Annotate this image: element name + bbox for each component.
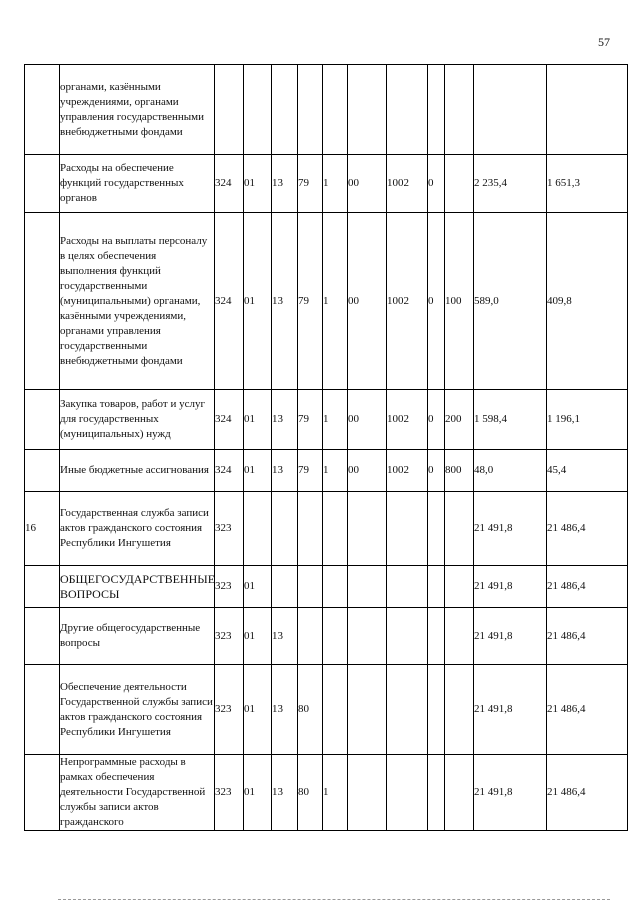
table-row xyxy=(25,450,628,492)
table-row xyxy=(25,755,628,831)
section-code: 01 xyxy=(244,608,272,665)
program-code xyxy=(298,608,323,665)
digit-code xyxy=(428,665,445,755)
subsection-code: 13 xyxy=(272,450,298,492)
group-code xyxy=(348,665,387,755)
subsection-code: 13 xyxy=(272,608,298,665)
ministry-code: 324 xyxy=(215,155,244,213)
ministry-code: 324 xyxy=(215,390,244,450)
table-row xyxy=(25,65,628,155)
expense-name: Государственная служба записи актов гражданского состояния Республики Ингушетия xyxy=(60,492,215,566)
expense-type-code xyxy=(445,65,474,155)
digit-code: 0 xyxy=(428,390,445,450)
subprogram-code xyxy=(323,566,348,608)
group-code xyxy=(348,566,387,608)
amount-planned: 21 491,8 xyxy=(474,492,547,566)
item-code: 1002 xyxy=(387,155,428,213)
subsection-code: 13 xyxy=(272,665,298,755)
program-code: 80 xyxy=(298,755,323,831)
item-code xyxy=(387,566,428,608)
program-code: 79 xyxy=(298,390,323,450)
digit-code xyxy=(428,755,445,831)
section-code xyxy=(244,492,272,566)
subsection-code: 13 xyxy=(272,213,298,390)
amount-executed: 1 196,1 xyxy=(547,390,628,450)
group-code: 00 xyxy=(348,450,387,492)
amount-planned: 48,0 xyxy=(474,450,547,492)
ministry-code: 323 xyxy=(215,755,244,831)
expense-name: Непрограммные расходы в рамках обеспечения деятельности Государственной службы записи актов гражданского xyxy=(60,755,215,831)
program-code: 80 xyxy=(298,665,323,755)
row-number xyxy=(25,390,60,450)
item-code xyxy=(387,492,428,566)
amount-planned: 1 598,4 xyxy=(474,390,547,450)
footer-divider xyxy=(58,899,610,900)
row-number xyxy=(25,65,60,155)
section-code: 01 xyxy=(244,390,272,450)
amount-planned: 21 491,8 xyxy=(474,755,547,831)
amount-executed: 1 651,3 xyxy=(547,155,628,213)
digit-code xyxy=(428,608,445,665)
item-code xyxy=(387,65,428,155)
section-code: 01 xyxy=(244,755,272,831)
expense-type-code xyxy=(445,155,474,213)
subsection-code xyxy=(272,566,298,608)
expense-type-code xyxy=(445,566,474,608)
table-row xyxy=(25,213,628,390)
row-number xyxy=(25,213,60,390)
subsection-code: 13 xyxy=(272,390,298,450)
subprogram-code: 1 xyxy=(323,390,348,450)
expense-name: органами, казёнными учреждениями, органами управления государственными внебюджетными фондами xyxy=(60,65,215,155)
expense-name: Расходы на обеспечение функций государственных органов xyxy=(60,155,215,213)
amount-executed: 45,4 xyxy=(547,450,628,492)
amount-executed: 409,8 xyxy=(547,213,628,390)
ministry-code: 323 xyxy=(215,492,244,566)
expense-type-code xyxy=(445,492,474,566)
group-code xyxy=(348,65,387,155)
table-row xyxy=(25,566,628,608)
section-code xyxy=(244,65,272,155)
subprogram-code: 1 xyxy=(323,155,348,213)
section-code: 01 xyxy=(244,213,272,390)
expense-name: Другие общегосударственные вопросы xyxy=(60,608,215,665)
expense-type-code: 100 xyxy=(445,213,474,390)
page-number: 57 xyxy=(598,35,610,49)
digit-code: 0 xyxy=(428,450,445,492)
amount-planned: 2 235,4 xyxy=(474,155,547,213)
expense-name: ОБЩЕГОСУДАРСТВЕННЫЕ ВОПРОСЫ xyxy=(60,566,215,608)
expense-type-code xyxy=(445,608,474,665)
amount-executed xyxy=(547,65,628,155)
subprogram-code: 1 xyxy=(323,450,348,492)
section-code: 01 xyxy=(244,665,272,755)
table-row xyxy=(25,492,628,566)
program-code: 79 xyxy=(298,213,323,390)
item-code: 1002 xyxy=(387,390,428,450)
expense-type-code xyxy=(445,755,474,831)
subsection-code: 13 xyxy=(272,155,298,213)
subprogram-code: 1 xyxy=(323,213,348,390)
amount-executed: 21 486,4 xyxy=(547,755,628,831)
program-code xyxy=(298,566,323,608)
item-code: 1002 xyxy=(387,213,428,390)
expense-name: Обеспечение деятельности Государственной службы записи актов гражданского состояния Республики Ингушетия xyxy=(60,665,215,755)
row-number xyxy=(25,755,60,831)
table-row xyxy=(25,608,628,665)
section-code: 01 xyxy=(244,566,272,608)
expense-type-code xyxy=(445,665,474,755)
row-number xyxy=(25,566,60,608)
amount-planned xyxy=(474,65,547,155)
item-code xyxy=(387,665,428,755)
subsection-code xyxy=(272,492,298,566)
table-row xyxy=(25,155,628,213)
amount-planned: 21 491,8 xyxy=(474,665,547,755)
amount-executed: 21 486,4 xyxy=(547,566,628,608)
expense-name: Закупка товаров, работ и услуг для государственных (муниципальных) нужд xyxy=(60,390,215,450)
group-code xyxy=(348,608,387,665)
digit-code xyxy=(428,566,445,608)
amount-planned: 21 491,8 xyxy=(474,566,547,608)
amount-executed: 21 486,4 xyxy=(547,492,628,566)
subprogram-code xyxy=(323,665,348,755)
group-code xyxy=(348,755,387,831)
ministry-code: 323 xyxy=(215,665,244,755)
amount-executed: 21 486,4 xyxy=(547,608,628,665)
amount-executed: 21 486,4 xyxy=(547,665,628,755)
row-number xyxy=(25,450,60,492)
section-code: 01 xyxy=(244,450,272,492)
group-code xyxy=(348,492,387,566)
digit-code: 0 xyxy=(428,155,445,213)
subprogram-code xyxy=(323,492,348,566)
ministry-code: 324 xyxy=(215,213,244,390)
digit-code xyxy=(428,492,445,566)
amount-planned: 21 491,8 xyxy=(474,608,547,665)
row-number: 16 xyxy=(25,492,60,566)
row-number xyxy=(25,155,60,213)
digit-code: 0 xyxy=(428,213,445,390)
subsection-code xyxy=(272,65,298,155)
ministry-code: 323 xyxy=(215,566,244,608)
digit-code xyxy=(428,65,445,155)
table-row xyxy=(25,390,628,450)
expense-name: Расходы на выплаты персоналу в целях обеспечения выполнения функций государственными (муниципальными) органами, казёнными учреждениями, органами управления государственными внебюджетными фондами xyxy=(60,213,215,390)
expense-type-code: 800 xyxy=(445,450,474,492)
expense-name: Иные бюджетные ассигнования xyxy=(60,450,215,492)
group-code: 00 xyxy=(348,155,387,213)
item-code xyxy=(387,755,428,831)
section-code: 01 xyxy=(244,155,272,213)
amount-planned: 589,0 xyxy=(474,213,547,390)
subprogram-code xyxy=(323,608,348,665)
ministry-code xyxy=(215,65,244,155)
subprogram-code xyxy=(323,65,348,155)
item-code xyxy=(387,608,428,665)
subsection-code: 13 xyxy=(272,755,298,831)
program-code xyxy=(298,65,323,155)
table-row xyxy=(25,665,628,755)
subprogram-code: 1 xyxy=(323,755,348,831)
expense-type-code: 200 xyxy=(445,390,474,450)
group-code: 00 xyxy=(348,213,387,390)
program-code xyxy=(298,492,323,566)
row-number xyxy=(25,665,60,755)
group-code: 00 xyxy=(348,390,387,450)
program-code: 79 xyxy=(298,155,323,213)
item-code: 1002 xyxy=(387,450,428,492)
ministry-code: 323 xyxy=(215,608,244,665)
row-number xyxy=(25,608,60,665)
program-code: 79 xyxy=(298,450,323,492)
ministry-code: 324 xyxy=(215,450,244,492)
budget-table xyxy=(24,64,628,831)
